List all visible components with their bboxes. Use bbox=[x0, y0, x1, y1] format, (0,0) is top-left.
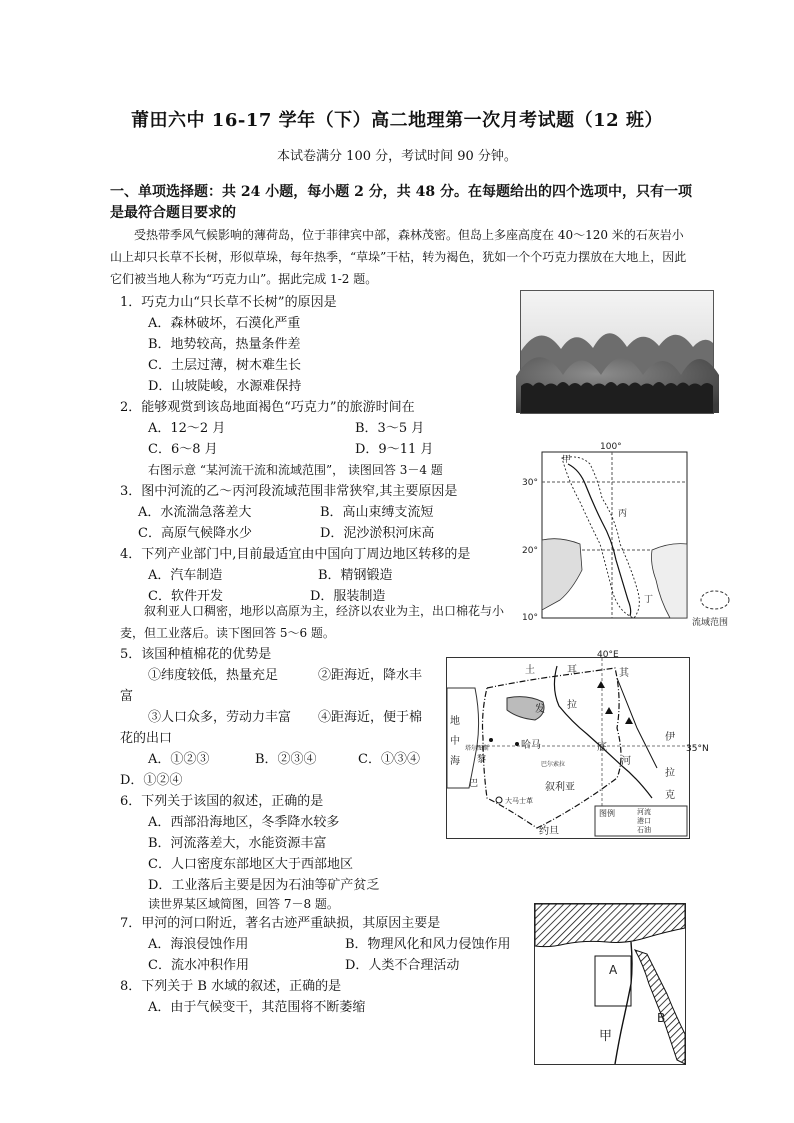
map2-ke: 克 bbox=[665, 790, 675, 801]
map2-di2: 地 bbox=[450, 716, 460, 727]
q2-option-d: D．9～11 月 bbox=[355, 442, 434, 457]
q4-option-a: A．汽车制造 bbox=[148, 568, 223, 583]
map2-jordan: 约旦 bbox=[539, 826, 559, 837]
map3-label-jia: 甲 bbox=[599, 1029, 613, 1044]
map2-dair: 巴尔索拉 bbox=[541, 761, 566, 768]
q5-option-b: B．②③④ bbox=[255, 752, 317, 767]
q5-statement-2: ②距海近，降水丰 bbox=[318, 668, 423, 683]
q4-option-d: D．服装制造 bbox=[310, 589, 386, 604]
q5-stem: 5．该国种植棉花的优势是 bbox=[120, 647, 272, 662]
q1-option-b: B．地势较高，热量条件差 bbox=[148, 337, 301, 352]
q2-option-c: C．6～8 月 bbox=[148, 442, 218, 457]
passage-5-6: 叙利亚人口稠密，地形以高原为主，经济以农业为主，出口棉花与小麦，但工业落后。读下图回答 5～6 题。 bbox=[120, 604, 505, 640]
map2-lat-label: 35°N bbox=[686, 744, 709, 754]
q3-option-c: C．高原气候降水少 bbox=[138, 526, 252, 541]
syria-map bbox=[446, 650, 690, 839]
river-basin-map bbox=[520, 440, 740, 630]
map2-zhong: 中 bbox=[450, 736, 460, 747]
map2-legend-oil: 石油 bbox=[637, 826, 651, 834]
map1-jia: 甲 bbox=[562, 455, 572, 465]
map2-legend-title: 图例 bbox=[599, 809, 615, 818]
map2-er: 耳 bbox=[567, 665, 577, 676]
q2-option-b: B．3～5 月 bbox=[355, 421, 425, 436]
map1-bing: 丙 bbox=[618, 509, 628, 519]
q8-stem: 8．下列关于 B 水域的叙述，正确的是 bbox=[120, 979, 342, 994]
q1-stem: 1．巧克力山“只长草不长树”的原因是 bbox=[120, 295, 337, 310]
q8-option-a: A．由于气候变干，其范围将不断萎缩 bbox=[148, 1000, 366, 1015]
q5-statement-2b: 富 bbox=[120, 689, 134, 704]
q6-option-d: D．工业落后主要是因为石油等矿产贫乏 bbox=[148, 878, 380, 893]
q2-option-a: A．12～2 月 bbox=[148, 421, 226, 436]
map2-tu: 土 bbox=[525, 665, 535, 676]
map2-la: 拉 bbox=[567, 700, 577, 711]
q6-option-c: C．人口密度东部地区大于西部地区 bbox=[148, 857, 353, 872]
q7-option-b: B．物理风化和风力侵蚀作用 bbox=[345, 937, 511, 952]
q3-stem: 3．图中河流的乙～丙河段流域范围非常狭窄,其主要原因是 bbox=[120, 484, 458, 499]
q5-option-d: D．①②④ bbox=[120, 773, 183, 788]
q5-option-c: C．①③④ bbox=[358, 752, 420, 767]
map1-lat20: 20° bbox=[522, 546, 538, 556]
map3-label-b: B bbox=[657, 1011, 666, 1025]
q1-option-c: C．土层过薄，树木难生长 bbox=[148, 358, 301, 373]
map2-la2: 拉 bbox=[665, 768, 675, 779]
map2-di: 底 bbox=[597, 742, 607, 753]
map1-lat10: 10° bbox=[522, 613, 538, 623]
q6-stem: 6．下列关于该国的叙述，正确的是 bbox=[120, 794, 324, 809]
q5-statement-4b: 花的出口 bbox=[120, 731, 173, 746]
note-q7-8: 读世界某区域简图，回答 7－8 题。 bbox=[148, 897, 339, 911]
q5-option-a: A．①②③ bbox=[148, 752, 210, 767]
q5-statement-4: ④距海近，便于棉 bbox=[318, 710, 423, 725]
q3-option-d: D．泥沙淤积河床高 bbox=[320, 526, 435, 541]
region-map bbox=[534, 903, 686, 1065]
map1-lat30: 30° bbox=[522, 478, 538, 488]
map2-damascus: 大马士革 bbox=[505, 797, 533, 805]
map2-syria: 叙利亚 bbox=[545, 782, 575, 793]
map2-legend-port: 港口 bbox=[637, 817, 651, 825]
q6-option-a: A．西部沿海地区，冬季降水较多 bbox=[148, 815, 340, 830]
map2-hai: 海 bbox=[450, 756, 460, 767]
map2-legend-river: 河流 bbox=[637, 808, 651, 816]
map2-lon: 40°E bbox=[597, 650, 619, 660]
q4-option-b: B．精钢锻造 bbox=[318, 568, 393, 583]
map1-lon-label: 100° bbox=[600, 442, 622, 452]
map2-tartus: 塔尔图斯 bbox=[465, 745, 490, 752]
q5-statement-1: ①纬度较低，热量充足 bbox=[148, 668, 279, 683]
q3-option-b: B．高山束缚支流短 bbox=[320, 505, 434, 520]
passage-1: 受热带季风气候影响的薄荷岛，位于菲律宾中部，森林茂密。但岛上多座高度在 40～120 米的石灰岩小山上却只长草不长树，形似草垛，每年热季，“草垛”干枯，转为褐色，犹如一个个巧克力摆放在大地上，因此它们被当地人称为“巧克力山”。据此完成 1-2 题。 bbox=[110, 228, 687, 286]
q1-option-d: D．山坡陡峻，水源难保持 bbox=[148, 379, 302, 394]
page-subtitle: 本试卷满分 100 分，考试时间 90 分钟。 bbox=[277, 149, 517, 164]
map1-ding: 丁 bbox=[644, 595, 654, 605]
q7-option-d: D．人类不合理活动 bbox=[345, 958, 460, 973]
map2-li: 黎 bbox=[477, 755, 487, 765]
section-heading: 一、单项选择题：共 24 小题，每小题 2 分，共 48 分。在每题给出的四个选项中，只有一项是最符合题目要求的 bbox=[110, 184, 692, 221]
q1-option-a: A．森林破坏，石漠化严重 bbox=[148, 316, 301, 331]
q5-statement-3: ③人口众多，劳动力丰富 bbox=[148, 710, 292, 725]
q7-option-a: A．海浪侵蚀作用 bbox=[148, 937, 249, 952]
map2-fa: 发 bbox=[535, 704, 545, 715]
map2-qi: 其 bbox=[619, 668, 629, 679]
map2-hama: 哈马 bbox=[521, 740, 541, 751]
map2-yi: 伊 bbox=[665, 732, 675, 743]
q7-option-c: C．流水冲积作用 bbox=[148, 958, 249, 973]
q3-option-a: A．水流湍急落差大 bbox=[138, 505, 252, 520]
map1-legend: 流域范围 bbox=[692, 618, 729, 628]
q4-option-c: C．软件开发 bbox=[148, 589, 223, 604]
chocolate-hills-photo bbox=[520, 290, 714, 414]
q6-option-b: B．河流落差大，水能资源丰富 bbox=[148, 836, 327, 851]
q4-stem: 4．下列产业部门中,目前最适宜由中国向丁周边地区转移的是 bbox=[120, 547, 471, 562]
note-q3-4: 右图示意 “某河流干流和流域范围”， 读图回答 3－4 题 bbox=[148, 463, 443, 477]
q7-stem: 7．甲河的河口附近，著名古迹严重缺损，其原因主要是 bbox=[120, 916, 441, 931]
page-title: 莆田六中 16-17 学年（下）高二地理第一次月考试题（12 班） bbox=[131, 110, 663, 131]
q2-stem: 2．能够观赏到该岛地面褐色“巧克力”的旅游时间在 bbox=[120, 400, 415, 415]
map2-ba: 巴 bbox=[469, 779, 479, 789]
map2-he: 河 bbox=[621, 756, 631, 767]
map3-label-a: A bbox=[609, 963, 618, 977]
